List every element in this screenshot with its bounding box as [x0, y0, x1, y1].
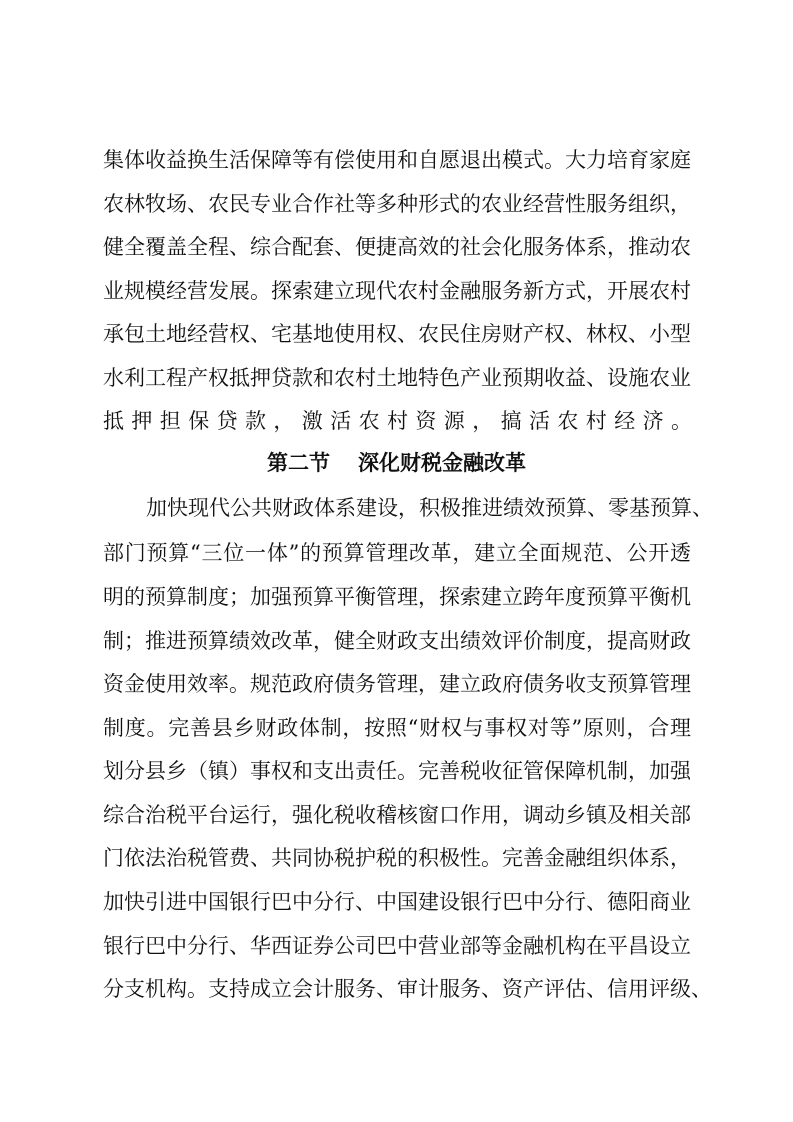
paragraph-1-line: 业规模经营发展。探索建立现代农村金融服务新方式，开展农村: [103, 279, 691, 303]
paragraph-2-line: 制；推进预算绩效改革，健全财政支出绩效评价制度，提高财政: [103, 629, 691, 653]
paragraph-2-line: 分支机构。支持成立会计服务、审计服务、资产评估、信用评级、: [103, 977, 712, 1001]
paragraph-2-line: 划分县乡（镇）事权和支出责任。完善税收征管保障机制，加强: [103, 759, 691, 783]
section-title: 深化财税金融改革: [358, 451, 526, 475]
paragraph-2-line: 制度。完善县乡财政体制，按照“财权与事权对等”原则，合理: [103, 716, 691, 740]
paragraph-1-line: 抵押担保贷款，激活农村资源，搞活农村经济。: [103, 409, 700, 433]
section-number: 第二节: [267, 451, 330, 475]
paragraph-1-line: 健全覆盖全程、综合配套、便捷高效的社会化服务体系，推动农: [103, 235, 691, 259]
paragraph-2-line: 门依法治税管费、共同协税护税的积极性。完善金融组织体系，: [103, 846, 691, 870]
paragraph-2-line: 加快现代公共财政体系建设，积极推进绩效预算、零基预算、: [146, 496, 713, 520]
paragraph-2-line: 资金使用效率。规范政府债务管理，建立政府债务收支预算管理: [103, 672, 691, 696]
paragraph-2-line: 明的预算制度；加强预算平衡管理，探索建立跨年度预算平衡机: [103, 585, 691, 609]
paragraph-2-line: 部门预算“三位一体”的预算管理改革，建立全面规范、公开透: [103, 541, 691, 565]
paragraph-1-line: 集体收益换生活保障等有偿使用和自愿退出模式。大力培育家庭: [103, 148, 691, 172]
section-heading: [0, 448, 793, 478]
paragraph-1-line: 农林牧场、农民专业合作社等多种形式的农业经营性服务组织，: [103, 192, 691, 216]
paragraph-2-line: 加快引进中国银行巴中分行、中国建设银行巴中分行、德阳商业: [103, 890, 691, 914]
paragraph-2-line: 银行巴中分行、华西证券公司巴中营业部等金融机构在平昌设立: [103, 934, 691, 958]
paragraph-1-line: 水利工程产权抵押贷款和农村土地特色产业预期收益、设施农业: [103, 366, 691, 390]
paragraph-1-line: 承包土地经营权、宅基地使用权、农民住房财产权、林权、小型: [103, 322, 691, 346]
paragraph-2-line: 综合治税平台运行，强化税收稽核窗口作用，调动乡镇及相关部: [103, 803, 691, 827]
